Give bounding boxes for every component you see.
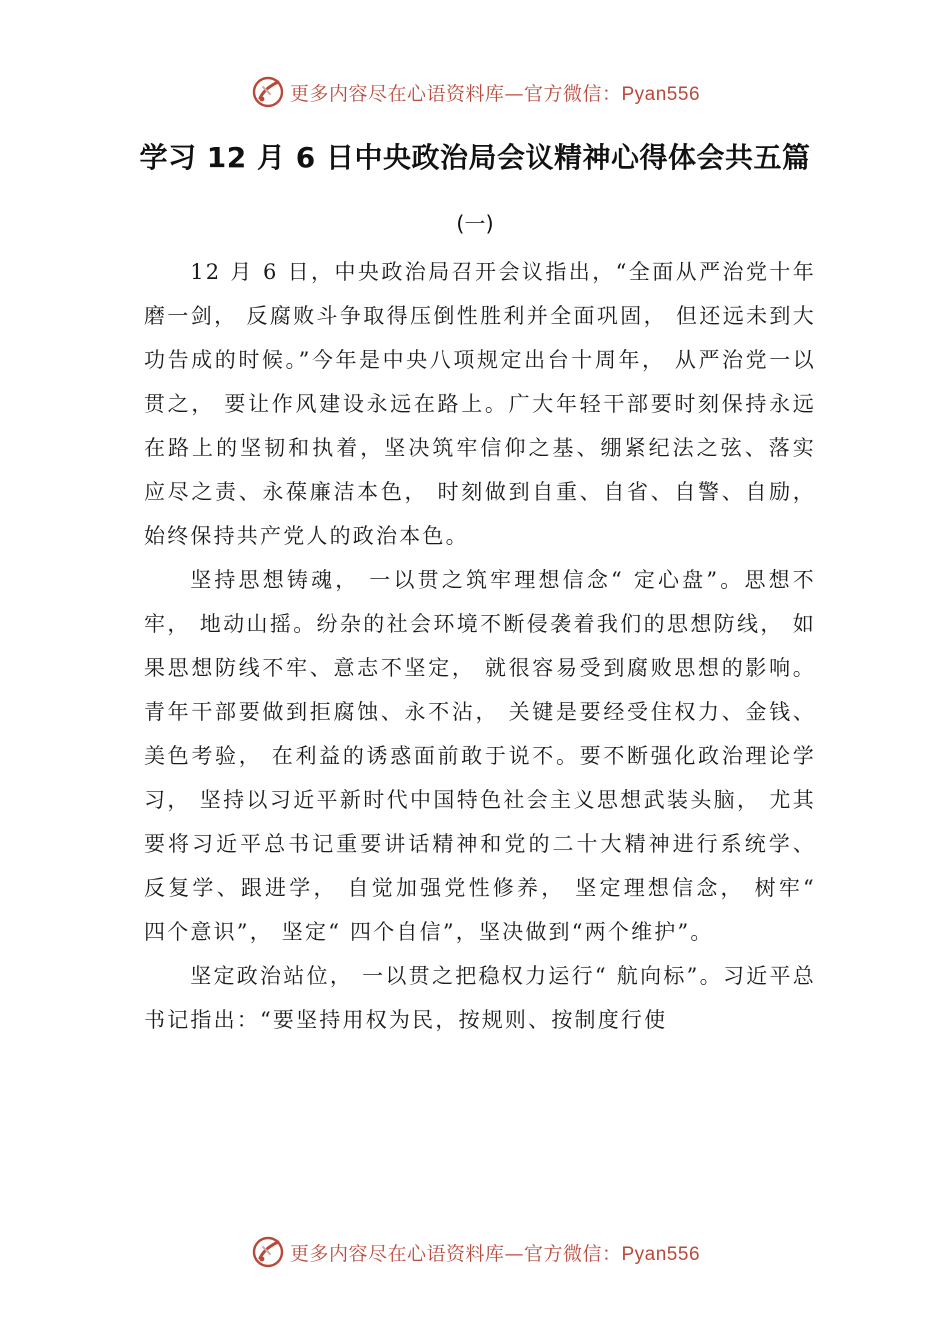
paragraph: 12 月 6 日，中央政治局召开会议指出，“全面从严治党十年磨一剑， 反腐败斗争取得压倒性胜利并全面巩固， 但还远未到大功告成的时候。”今年是中央八项规定出台十周年， 从严治党一以贯之， 要让作风建设永远在路上。广大年轻干部要时刻保持永远在路上的坚韧和执着，坚决筑牢信仰之基、绷紧纪法之弦、落实应尽之责、永葆廉洁本色， 时刻做到自重、自省、自警、自励，始终保持共产党人的政治本色。 [144,260,816,548]
document-body [144,250,816,1042]
brand-logo-icon [250,1234,286,1270]
wechat-id: Pyan556 [621,83,701,105]
section-number: (一) [456,212,494,236]
paragraph: 坚持思想铸魂， 一以贯之筑牢理想信念“ 定心盘”。思想不牢， 地动山摇。纷杂的社会环境不断侵袭着我们的思想防线， 如果思想防线不牢、意志不坚定， 就很容易受到腐败思想的影响。青年干部要做到拒腐蚀、永不沾， 关键是要经受住权力、金钱、美色考验， 在利益的诱惑面前敢于说不。要不断强化政治理论学习， 坚持以习近平新时代中国特色社会主义思想武装头脑， 尤其要将习近平总书记重要讲话精神和党的二十大精神进行系统学、反复学、跟进学， 自觉加强党性修养， 坚定理想信念， 树牢“ 四个意识”， 坚定“ 四个自信”，坚决做到“两个维护”。 [144,568,816,944]
paragraph: 坚定政治站位， 一以贯之把稳权力运行“ 航向标”。习近平总书记指出：“要坚持用权为民，按规则、按制度行使 [144,964,816,1032]
wechat-id: Pyan556 [621,1243,701,1265]
footer-banner [0,1232,950,1272]
banner-text: 更多内容尽在心语资料库—官方微信：Pyan556 [289,82,701,105]
brand-logo-icon [250,74,286,110]
header-banner [0,72,950,112]
document-title: 学习 12 月 6 日中央政治局会议精神心得体会共五篇 [139,141,811,174]
banner-text: 更多内容尽在心语资料库—官方微信：Pyan556 [289,1242,701,1265]
